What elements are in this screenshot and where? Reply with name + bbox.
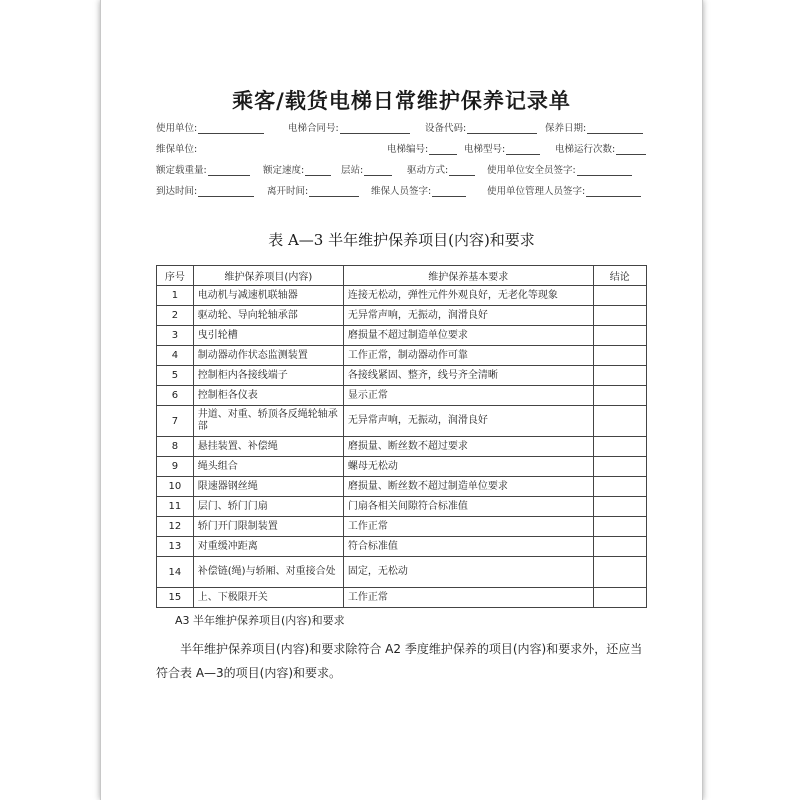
row-requirement: 显示正常: [343, 386, 593, 406]
table-row: [157, 326, 647, 346]
row-item: 驱动轮、导向轮轴承部: [193, 306, 343, 326]
row-number: 12: [157, 517, 194, 537]
blank-line: [506, 143, 540, 155]
row-item: 控制柜内各接线端子: [193, 366, 343, 386]
form-field: [156, 120, 264, 134]
header-cell-item: 维护保养项目(内容): [193, 266, 343, 286]
row-result: [593, 326, 646, 346]
row-result: [593, 517, 646, 537]
row-requirement: 连接无松动，弹性元件外观良好，无老化等现象: [343, 286, 593, 306]
form-field: [555, 141, 646, 155]
row-item: 限速器钢丝绳: [193, 477, 343, 497]
blank-line: [340, 122, 410, 134]
row-item: 电动机与减速机联轴器: [193, 286, 343, 306]
table-row: [157, 286, 647, 306]
blank-line: [449, 164, 475, 176]
row-item: 控制柜各仪表: [193, 386, 343, 406]
row-requirement: 磨损量不超过制造单位要求: [343, 326, 593, 346]
form-field: [263, 162, 331, 176]
blank-line: [198, 185, 254, 197]
row-result: [593, 366, 646, 386]
row-requirement: 无异常声响，无振动，润滑良好: [343, 406, 593, 437]
table-row: [157, 366, 647, 386]
row-requirement: 门扇各相关间隙符合标准值: [343, 497, 593, 517]
row-number: 1: [157, 286, 194, 306]
field-label: 维保人员签字:: [371, 186, 432, 197]
row-requirement: 工作正常: [343, 588, 593, 608]
field-label: 使用单位:: [156, 123, 198, 134]
row-item: 井道、对重、轿顶各反绳轮轴承部: [193, 406, 343, 437]
row-item: 绳头组合: [193, 457, 343, 477]
row-number: 4: [157, 346, 194, 366]
record-form: [156, 120, 656, 204]
row-result: [593, 557, 646, 588]
form-row-2: [156, 141, 656, 162]
row-result: [593, 346, 646, 366]
row-item: 补偿链(绳)与轿厢、对重接合处: [193, 557, 343, 588]
row-result: [593, 477, 646, 497]
table-row: [157, 517, 647, 537]
form-field: [464, 141, 540, 155]
field-label: 额定载重量:: [156, 165, 207, 176]
row-number: 5: [157, 366, 194, 386]
form-field: [156, 162, 250, 176]
row-number: 10: [157, 477, 194, 497]
row-item: 对重缓冲距离: [193, 537, 343, 557]
row-number: 8: [157, 437, 194, 457]
table-row: [157, 557, 647, 588]
row-item: 轿门开门限制装置: [193, 517, 343, 537]
blank-line: [364, 164, 392, 176]
row-item: 悬挂装置、补偿绳: [193, 437, 343, 457]
row-requirement: 无异常声响，无振动，润滑良好: [343, 306, 593, 326]
field-label: 维保单位:: [156, 144, 198, 155]
row-result: [593, 588, 646, 608]
form-field: [288, 120, 410, 134]
row-number: 3: [157, 326, 194, 346]
header-cell-req: 维护保养基本要求: [343, 266, 593, 286]
field-label: 使用单位管理人员签字:: [487, 186, 586, 197]
table-row: [157, 477, 647, 497]
row-number: 15: [157, 588, 194, 608]
row-number: 7: [157, 406, 194, 437]
body-paragraph: 半年维护保养项目(内容)和要求除符合 A2 季度维护保养的项目(内容)和要求外，还应当符合表 A—3的项目(内容)和要求。: [156, 642, 643, 680]
field-label: 额定速度:: [263, 165, 305, 176]
blank-line: [616, 143, 646, 155]
form-field: [267, 183, 359, 197]
blank-line: [429, 143, 457, 155]
form-field: [425, 120, 537, 134]
row-number: 13: [157, 537, 194, 557]
row-result: [593, 286, 646, 306]
table-row: [157, 588, 647, 608]
blank-line: [577, 164, 632, 176]
field-label: 电梯运行次数:: [555, 144, 616, 155]
row-requirement: 各接线紧固、整齐，线号齐全清晰: [343, 366, 593, 386]
form-field: [341, 162, 392, 176]
form-field: [407, 162, 475, 176]
row-item: 层门、轿门门扇: [193, 497, 343, 517]
document-page: [100, 0, 703, 800]
form-field: [387, 141, 457, 155]
row-result: [593, 437, 646, 457]
header-cell-result: 结论: [593, 266, 646, 286]
form-row-3: [156, 162, 656, 183]
blank-line: [198, 122, 264, 134]
row-number: 11: [157, 497, 194, 517]
row-number: 2: [157, 306, 194, 326]
row-item: 曳引轮槽: [193, 326, 343, 346]
field-label: 离开时间:: [267, 186, 309, 197]
row-result: [593, 457, 646, 477]
header-cell-num: 序号: [157, 266, 194, 286]
blank-line: [467, 122, 537, 134]
form-field: [487, 183, 641, 197]
row-requirement: 工作正常: [343, 517, 593, 537]
table-row: [157, 386, 647, 406]
section-heading: A3 半年维护保养项目(内容)和要求: [175, 614, 345, 627]
row-result: [593, 406, 646, 437]
row-item: 上、下极限开关: [193, 588, 343, 608]
blank-line: [587, 122, 643, 134]
row-number: 14: [157, 557, 194, 588]
table-row: [157, 497, 647, 517]
table-header-row: [157, 266, 647, 286]
form-field: [487, 162, 632, 176]
field-label: 电梯合同号:: [288, 123, 339, 134]
form-row-1: [156, 120, 656, 141]
form-field: [156, 141, 197, 155]
table-title: 表 A—3 半年维护保养项目(内容)和要求: [268, 231, 535, 249]
row-result: [593, 306, 646, 326]
table-row: [157, 346, 647, 366]
field-label: 设备代码:: [425, 123, 467, 134]
form-field: [371, 183, 466, 197]
field-label: 到达时间:: [156, 186, 198, 197]
row-requirement: 螺母无松动: [343, 457, 593, 477]
table-row: [157, 306, 647, 326]
blank-line: [208, 164, 250, 176]
document-title: 乘客/载货电梯日常维护保养记录单: [232, 88, 571, 113]
row-number: 9: [157, 457, 194, 477]
blank-line: [309, 185, 359, 197]
field-label: 保养日期:: [545, 123, 587, 134]
row-number: 6: [157, 386, 194, 406]
row-requirement: 符合标准值: [343, 537, 593, 557]
form-field: [545, 120, 643, 134]
table-row: [157, 537, 647, 557]
maintenance-table: [156, 265, 647, 608]
field-label: 电梯编号:: [387, 144, 429, 155]
form-field: [156, 183, 254, 197]
table-row: [157, 406, 647, 437]
table-row: [157, 457, 647, 477]
blank-line: [586, 185, 641, 197]
field-label: 层站:: [341, 165, 364, 176]
table-row: [157, 437, 647, 457]
row-result: [593, 386, 646, 406]
blank-line: [305, 164, 331, 176]
row-result: [593, 497, 646, 517]
row-requirement: 工作正常，制动器动作可靠: [343, 346, 593, 366]
field-label: 电梯型号:: [464, 144, 506, 155]
blank-line: [432, 185, 466, 197]
row-requirement: 磨损量、断丝数不超过制造单位要求: [343, 477, 593, 497]
row-requirement: 固定，无松动: [343, 557, 593, 588]
row-item: 制动器动作状态监测装置: [193, 346, 343, 366]
field-label: 使用单位安全员签字:: [487, 165, 576, 176]
row-requirement: 磨损量、断丝数不超过要求: [343, 437, 593, 457]
row-result: [593, 537, 646, 557]
form-row-4: [156, 183, 656, 204]
field-label: 驱动方式:: [407, 165, 449, 176]
